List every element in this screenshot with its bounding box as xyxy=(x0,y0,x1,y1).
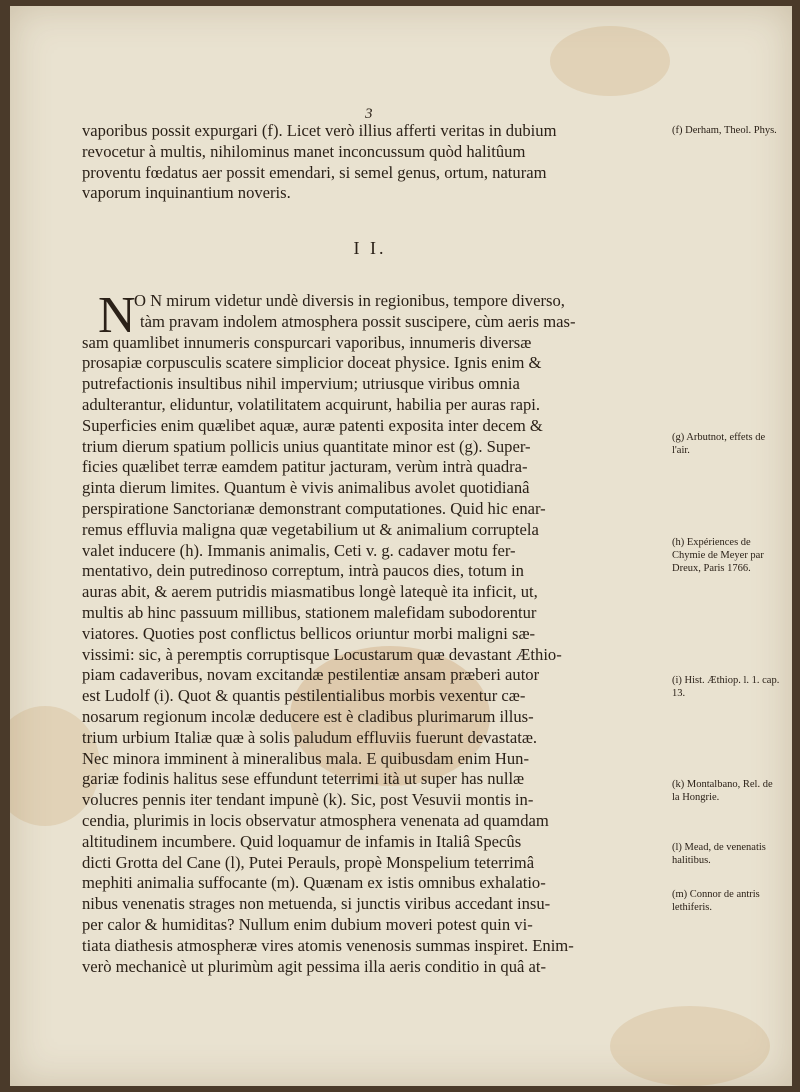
text-line: vissimi: sic, à peremptis corruptisque Locustarum quæ devastant Æthio- xyxy=(82,644,562,664)
text-line: nosarum regionum incolæ deducere est è cladibus plurimarum illus- xyxy=(82,706,534,726)
text-line: perspiratione Sanctorianæ demonstrant computationes. Quid hic enar- xyxy=(82,498,546,518)
drop-cap: N xyxy=(98,287,136,344)
margin-note-l: (l) Mead, de venenatis halitibus. xyxy=(672,842,766,866)
margin-note-f: (f) Derham, Theol. Phys. xyxy=(672,125,777,136)
main-paragraph xyxy=(82,287,662,977)
text-line: Nec minora imminent à mineralibus mala. E quibusdam enim Hun- xyxy=(82,748,530,768)
text-line: piam cadaveribus, novam excitandæ pestilentiæ ansam præberi autor xyxy=(82,665,540,685)
margin-note-g: (g) Arbutnot, effets de l'air. xyxy=(672,432,766,456)
text-line: nibus venenatis strages non metuenda, si junctis viribus accedant insu- xyxy=(82,894,551,914)
text-line: mentativo, dein putredinoso correptum, intrà paucos dies, totum in xyxy=(82,561,524,581)
text-line: putrefactionis insultibus nihil impervium; utriusque viribus omnia xyxy=(82,374,520,394)
book-page xyxy=(10,6,792,1086)
text-line: cendia, plurimis in locis observatur atmosphera venenata ad quamdam xyxy=(82,810,549,830)
text-line: auras abit, & aerem putridis miasmatibus longè latequè ita inficit, ut, xyxy=(82,582,538,602)
text-line: altitudinem incumbere. Quid loquamur de infamis in Italiâ Specûs xyxy=(82,831,522,851)
text-line: ficies quælibet terræ eamdem patitur jacturam, verùm intrà quadra- xyxy=(82,457,528,477)
text-line: gariæ fodinis halitus sese effundunt teterrimi ità ut super has nullæ xyxy=(82,769,525,789)
text-line: valet inducere (h). Immanis animalis, Ceti v. g. cadaver motu fer- xyxy=(82,540,516,560)
page-number: 3 xyxy=(365,106,373,122)
text-line: remus effluvia maligna quæ vegetabilium ut & animalium corruptela xyxy=(82,519,539,539)
text-line: viatores. Quoties post conflictus bellicos oriuntur morbi maligni sæ- xyxy=(82,623,536,643)
margin-note-h: (h) Expériences de Chymie de Meyer par Dreux, Paris 1766. xyxy=(672,537,764,574)
text-line: prosapiæ corpusculis scatere simplicior doceat physice. Ignis enim & xyxy=(82,353,542,373)
text-line: proventu fœdatus aer possit emendari, si semel genus, ortum, naturam xyxy=(82,162,547,182)
text-line: dicti Grotta del Cane (l), Putei Perauls, propè Monspelium teterrimâ xyxy=(82,852,535,872)
text-line: vaporum inquinantium noveris. xyxy=(82,183,291,203)
text-line: adulterantur, eliduntur, volatilitatem acquirunt, habilia per auras rapi. xyxy=(82,394,541,414)
text-line: volucres pennis iter tendant impunè (k). Sic, post Vesuvii montis in- xyxy=(82,790,534,810)
text-line: trium urbium Italiæ quæ à solis paludum effluviis fuerunt devastatæ. xyxy=(82,727,538,747)
margin-note-k: (k) Montalbano, Rel. de la Hongrie. xyxy=(672,779,773,803)
margin-note-i: (i) Hist. Æthiop. l. 1. cap. 13. xyxy=(672,675,780,699)
text-line: multis ab hinc passuum millibus, stationem malefidam subodorentur xyxy=(82,602,537,622)
intro-paragraph xyxy=(82,121,662,204)
text-line: revocetur à multis, nihilominus manet inconcussum quòd halitûum xyxy=(82,141,526,161)
margin-note-m: (m) Connor de antris lethiferis. xyxy=(672,889,760,913)
text-line: est Ludolf (i). Quot & quantis pestilentialibus morbis vexentur cæ- xyxy=(82,686,526,706)
text-line: mephiti animalia suffocante (m). Quænam ex istis omnibus exhalatio- xyxy=(82,873,546,893)
text-line: vaporibus possit expurgari (f). Licet verò illius afferti veritas in dubium xyxy=(82,121,557,140)
paper-stain xyxy=(550,26,670,96)
section-heading: I I. xyxy=(353,238,387,258)
text-line: Superficies enim quælibet aquæ, auræ patenti exposita inter decem & xyxy=(82,415,543,435)
text-line: per calor & humiditas? Nullum enim dubium moveri potest quin vi- xyxy=(82,914,533,934)
text-line: O N mirum videtur undè diversis in regionibus, tempore diverso, xyxy=(134,291,565,310)
text-line: trium dierum spatium pollicis unius quantitate minor est (g). Super- xyxy=(82,436,531,456)
text-line: tiata diathesis atmospheræ vires atomis venenosis summas inspiret. Enim- xyxy=(82,935,574,955)
text-line: verò mechanicè ut plurimùm agit pessima illa aeris conditio in quâ at- xyxy=(82,956,547,976)
text-line: tàm pravam indolem atmosphera possit suscipere, cùm aeris mas- xyxy=(140,311,576,331)
text-line: ginta dierum limites. Quantum è vivis animalibus avolet quotidianâ xyxy=(82,478,530,498)
text-line: sam quamlibet innumeris conspurcari vaporibus, innumeris diversæ xyxy=(82,332,532,352)
paper-stain xyxy=(610,1006,770,1086)
